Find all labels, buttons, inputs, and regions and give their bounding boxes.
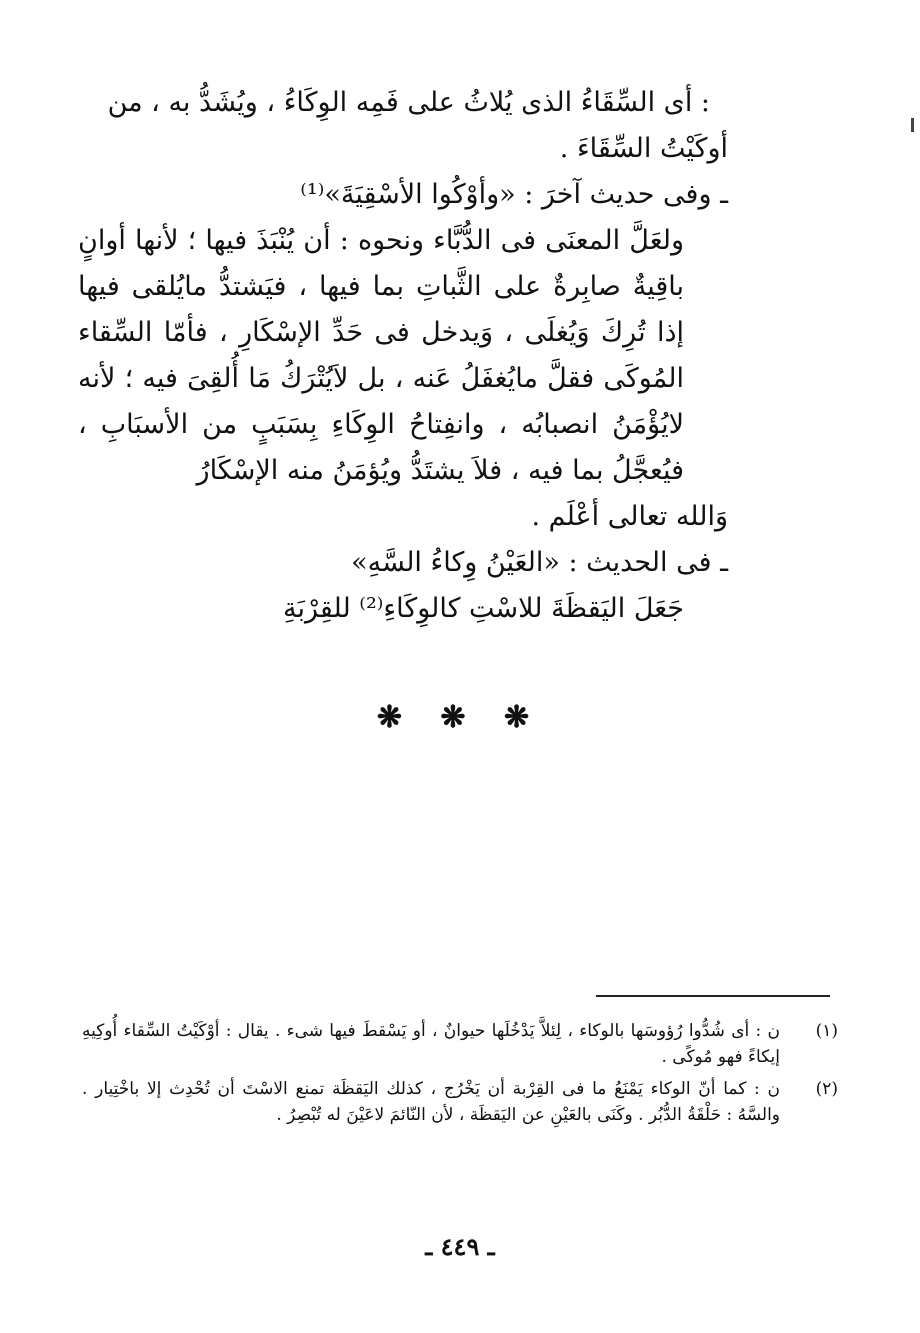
verse-line: جَعَلَ اليَقظَةَ للاسْتِ كالوِكَاءِ⁽²⁾ للقِرْبَةِ	[283, 593, 684, 624]
text-paragraph: ولعَلَّ المعنَى فى الدُّبَّاء ونحوه : أن يُنْبَذَ فيها ؛ لأنها أوانٍ باقِيةٌ صابِرةٌ على الثَّباتِ بما فيها ، فيَشتدُّ مايُلقى فيها إذا تُرِكَ وَيُغلَى ، وَيدخل فى حَدِّ الإسْكَارِ ، فأمّا السِّقاء المُوكَى فقلَّ مايُغفَلُ عَنه ، بل لاَيُتْرَكُ مَا أُلقِىَ فيه ؛ لأنه لايُؤْمَنُ انصبابُه ، وانفِتاحُ الوِكَاءِ بِسَبَبٍ من الأسبَابِ ، فيُعجَّلُ بما فيه ، فلاَ يشتَدُّ ويُؤمَنُ منه الإسْكَارُ	[78, 225, 684, 486]
footnote-1	[82, 1018, 838, 1070]
footnote-number: (١)	[815, 1021, 838, 1041]
footnote-text: ن : كما أنّ الوكاء يَمْنَعُ ما فى القِرْبة أن يَخْرُج ، كذلك اليَقظَة تمنع الاسْتَ أن تُحْدِث إلا باخْتِيار . والسَّهُ : حَلْقَةُ الدُّبُر . وكَنَى بالعَيْنِ عن اليَقظَة ، لأن النّائمَ لاعَيْنَ له تُبْصِرُ .	[82, 1079, 780, 1125]
page-number: ـ ٤٤٩ ـ	[425, 1232, 495, 1261]
footnote-number: (٢)	[815, 1079, 838, 1099]
text-line-2: أوكَيْتُ السِّقَاءَ .	[559, 133, 728, 164]
text-line-closing: وَالله تعالى أعْلَم .	[531, 501, 728, 532]
text-line-1: : أى السِّقَاءُ الذى يُلاثُ على فَمِه الوِكَاءُ ، ويُشَدُّ به ، من	[107, 87, 710, 118]
footnote-2	[82, 1076, 838, 1128]
text-line-3: ـ وفى حديث آخرَ : «وأوْكُوا الأسْقِيَةَ»⁽¹⁾	[300, 179, 728, 210]
scan-edge-mark	[911, 118, 914, 132]
footnote-rule	[596, 995, 830, 997]
hadith-line: ـ فى الحديث : «العَيْنُ وِكاءُ السَّهِ»	[351, 547, 728, 578]
main-text	[78, 80, 728, 632]
footnotes	[82, 1018, 838, 1134]
section-separator: ❋ ❋ ❋	[376, 700, 544, 735]
footnote-text: ن : أى شُدُّوا رُؤوسَها بالوكاء ، لِئلاَّ يَدْخُلَها حيوانٌ ، أو يَسْقطَ فيها شىء . يقال : أوْكَيْتُ السِّقاء أُوكِيهِ إيكاءً فهو مُوكًى .	[82, 1021, 780, 1067]
